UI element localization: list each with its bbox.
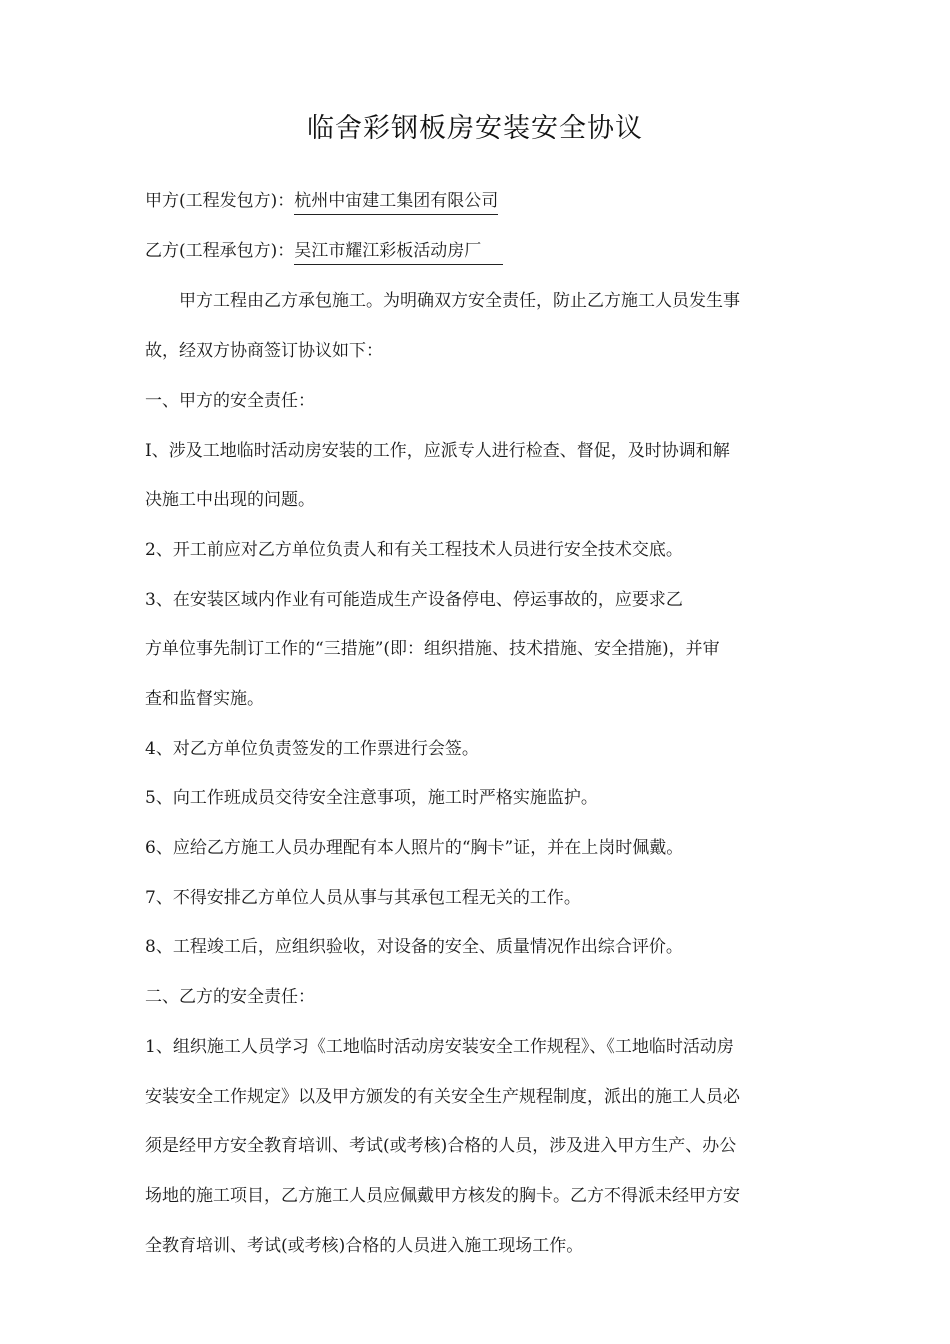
paragraph-line: 3、在安装区域内作业有可能造成生产设备停电、停运事故的，应要求乙	[145, 590, 683, 610]
paragraph-line: 决施工中出现的问题。	[145, 490, 315, 510]
paragraph-line: 场地的施工项目，乙方施工人员应佩戴甲方核发的胸卡。乙方不得派未经甲方安	[145, 1186, 740, 1206]
paragraph-line: 甲方工程由乙方承包施工。为明确双方安全责任，防止乙方施工人员发生事	[145, 291, 740, 311]
paragraph-line: 须是经甲方安全教育培训、考试(或考核)合格的人员，涉及进入甲方生产、办公	[145, 1136, 737, 1156]
document-title: 临舍彩钢板房安装安全协议	[307, 113, 643, 144]
paragraph-line: 查和监督实施。	[145, 689, 264, 709]
paragraph-line: 全教育培训、考试(或考核)合格的人员进入施工现场工作。	[145, 1236, 584, 1256]
party-b-label: 乙方(工程承包方)：	[145, 241, 295, 261]
paragraph-line: 方单位事先制订工作的“三措施”(即：组织措施、技术措施、安全措施)，并审	[145, 639, 720, 659]
paragraph-line: 安装安全工作规定》以及甲方颁发的有关安全生产规程制度，派出的施工人员必	[145, 1087, 740, 1107]
paragraph-line: 7、不得安排乙方单位人员从事与其承包工程无关的工作。	[145, 888, 581, 908]
paragraph-line: 1、组织施工人员学习《工地临时活动房安装安全工作规程》、《工地临时活动房	[145, 1037, 734, 1057]
paragraph-line: 6、应给乙方施工人员办理配有本人照片的“胸卡”证，并在上岗时佩戴。	[145, 838, 684, 858]
party-b-line	[145, 239, 815, 265]
paragraph-line: 8、工程竣工后，应组织验收，对设备的安全、质量情况作出综合评价。	[145, 937, 683, 957]
section-heading: 一、甲方的安全责任：	[145, 391, 315, 411]
section-heading: 二、乙方的安全责任：	[145, 987, 315, 1007]
paragraph-line: 5、向工作班成员交待安全注意事项，施工时严格实施监护。	[145, 788, 598, 808]
paragraph-line: 4、对乙方单位负责签发的工作票进行会签。	[145, 739, 479, 759]
paragraph-line: 2、开工前应对乙方单位负责人和有关工程技术人员进行安全技术交底。	[145, 540, 683, 560]
party-a-line	[145, 189, 815, 215]
party-b-name: 吴江市耀江彩板活动房厂	[294, 239, 503, 265]
paragraph-line: 故，经双方协商签订协议如下：	[145, 341, 383, 361]
party-a-name: 杭州中宙建工集团有限公司	[294, 189, 498, 215]
party-a-label: 甲方(工程发包方)：	[145, 191, 295, 211]
paragraph-line: I、涉及工地临时活动房安装的工作，应派专人进行检查、督促，及时协调和解	[145, 441, 730, 461]
